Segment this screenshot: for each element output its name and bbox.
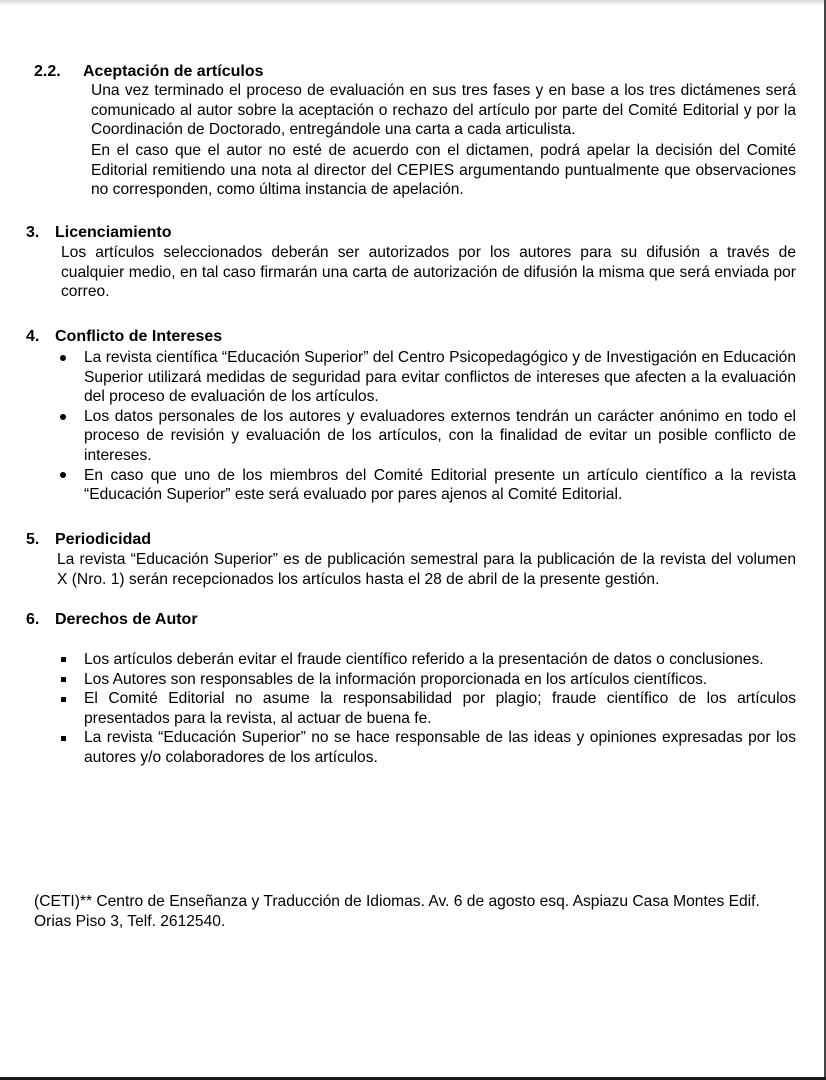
bullet-square-icon: [58, 670, 68, 690]
section-number: 5.: [26, 531, 40, 548]
list-item: El Comité Editorial no asume la responsabilidad por plagio; fraude científico de los artículos presentados para la revista, al actuar de buena fe.: [84, 689, 796, 728]
section-6-bullet-list: [84, 650, 796, 768]
section-title: Conflicto de Intereses: [55, 328, 223, 345]
section-number: 6.: [26, 611, 40, 628]
section-number: 4.: [26, 328, 40, 345]
list-item: La revista científica “Educación Superior” del Centro Psicopedagógico y de Investigación en Educación Superior utilizará medidas de seguridad para evitar conflictos de intereses que afecten a la evaluación del proceso de evaluación de los artículos.: [84, 348, 796, 407]
bullet-dot-icon: [58, 407, 68, 427]
section-title: Licenciamiento: [55, 224, 172, 241]
section-4-bullet-list: [84, 348, 796, 505]
bullet-square-icon: [58, 689, 68, 709]
section-title: Aceptación de artículos: [83, 63, 264, 80]
list-item: La revista “Educación Superior” no se hace responsable de las ideas y opiniones expresadas por los autores y/o colaboradores de los artículos.: [84, 728, 796, 767]
section-2-2-paragraph-2: En el caso que el autor no esté de acuerdo con el dictamen, podrá apelar la decisión del Comité Editorial remitiendo una nota al director del CEPIES argumentando puntualmente que observaciones no corresponden, como última instancia de apelación.: [91, 142, 796, 199]
section-5-paragraph: La revista “Educación Superior” es de publicación semestral para la publicación de la revista del volumen X (Nro. 1) serán recepcionados los artículos hasta el 28 de abril de la presente gestión.: [57, 551, 796, 588]
section-number: 3.: [26, 224, 40, 241]
bullet-square-icon: [58, 650, 68, 670]
section-2-2-paragraph-1: Una vez terminado el proceso de evaluación en sus tres fases y en base a los tres dictámenes será comunicado al autor sobre la aceptación o rechazo del artículo por parte del Comité Editorial y por la Coordinación de Doctorado, entregándole una carta a cada articulista.: [91, 82, 796, 139]
section-title: Periodicidad: [55, 531, 152, 548]
list-item: En caso que uno de los miembros del Comité Editorial presente un artículo científico a la revista “Educación Superior” este será evaluado por pares ajenos al Comité Editorial.: [84, 466, 796, 505]
footnote: (CETI)** Centro de Enseñanza y Traducción de Idiomas. Av. 6 de agosto esq. Aspiazu Casa Montes Edif. Orias Piso 3, Telf. 2612540.: [34, 893, 760, 930]
section-title: Derechos de Autor: [55, 611, 198, 628]
section-3-paragraph: Los artículos seleccionados deberán ser autorizados por los autores para su difusión a través de cualquier medio, en tal caso firmarán una carta de autorización de difusión la misma que será enviada por correo.: [61, 244, 796, 301]
section-number: 2.2.: [34, 63, 61, 80]
list-item: Los Autores son responsables de la información proporcionada en los artículos científicos.: [84, 670, 796, 690]
bullet-dot-icon: [58, 466, 68, 486]
list-item: Los datos personales de los autores y evaluadores externos tendrán un carácter anónimo en todo el proceso de revisión y evaluación de los artículos, con la finalidad de evitar un posible conflicto de intereses.: [84, 407, 796, 466]
bullet-square-icon: [58, 728, 68, 748]
list-item: Los artículos deberán evitar el fraude científico referido a la presentación de datos o conclusiones.: [84, 650, 796, 670]
bullet-dot-icon: [58, 348, 68, 368]
